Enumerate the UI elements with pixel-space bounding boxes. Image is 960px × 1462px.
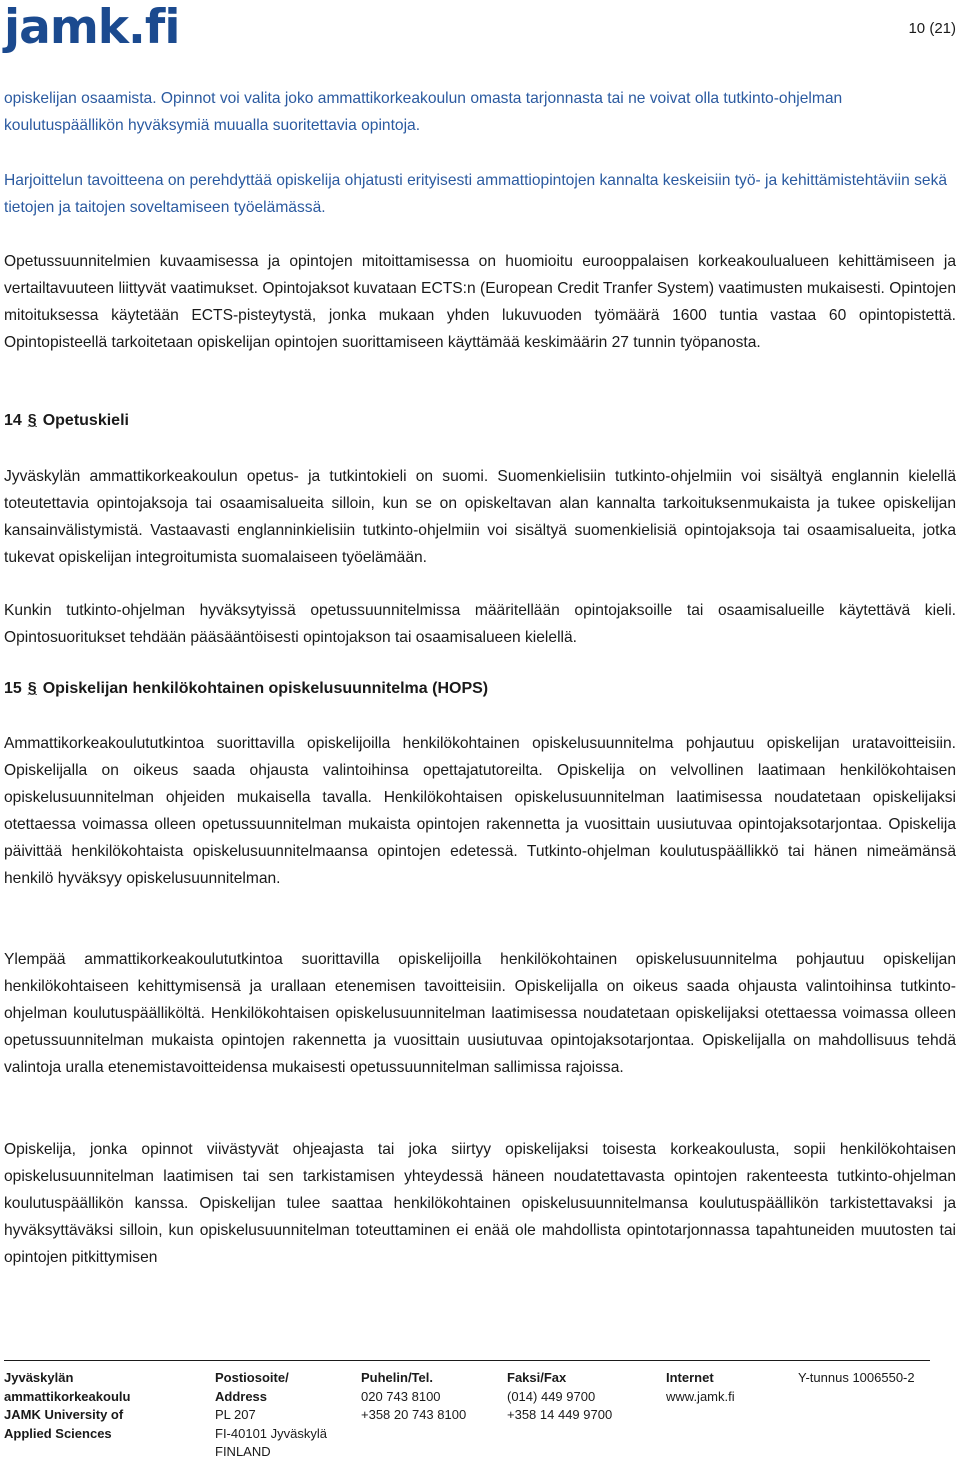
footer-text: Applied Sciences [4,1425,112,1441]
footer-column-internet [666,1369,735,1406]
section-14-number: 14 [4,412,22,429]
footer-column-business-id [798,1369,915,1388]
section-14-heading [4,412,129,430]
paragraph-8: Opiskelija, jonka opinnot viivästyvät ohjeajasta tai joka siirtyy opiskelijaksi toisesta korkeakoulusta, sopii henkilökohtaisen opiskelusuunnitelman laatimisen tai sen tarkistamisen yhteydessä häneen noudatettavasta opintojen rakenteesta tutkinto-ohjelman koulutuspäällikön kanssa. Opiskelijan tulee saattaa henkilökohtainen opiskelusuunnitelmansa koulutuspäällikön tarkistettavaksi ja hyväksyttäväksi silloin, kun opiskelusuunnitelman toteuttaminen ei enää ole mahdollista opintotarjonnassa tapahtuneiden muutosten tai opintojen pitkittymisen [4,1141,956,1266]
footer-text: JAMK University of [4,1407,124,1422]
footer-column-address [215,1369,327,1462]
footer-text: +358 20 743 8100 [361,1407,467,1422]
paragraph-7: Ylempää ammattikorkeakoulututkintoa suorittavilla opiskelijoilla henkilökohtainen opiskelusuunnitelma pohjautuu opiskelijan henkilökohtaiseen kehittymisensä ja urallaan etenemisen tavoitteisiin. Opiskelijalla on oikeus saada ohjausta valintoihinsa tutkinto-ohjelman koulutuspäälliköltä. Henkilökohtaisen opiskelusuunnitelman laatimisessa noudatetaan opiskelijaksi otettaessa voimassa olleen opetussuunnitelman mukaista opintojen rakennetta ja vuosittain uusiutuvaa opintojaksotarjontaa. Opiskelijalla on mahdollisuus tehdä valintoja uralla etenemistavoitteidensa mukaisesti opetussuunnitelman sallimissa rajoissa. [4,951,956,1076]
section-15-heading [4,680,488,698]
section-14-title: Opetuskieli [42,412,129,429]
section-sign: § [27,680,37,697]
footer-column-fax [507,1369,612,1425]
footer-text: FI-40101 Jyväskylä [215,1425,327,1441]
paragraph-1: opiskelijan osaamista. Opinnot voi valita joko ammattikorkeakoulun omasta tarjonnasta tai ne voivat olla tutkinto-ohjelman koulutuspäällikön hyväksymiä muualla suoritettavia opintoja. [4,90,843,134]
footer-text: Jyväskylän [4,1370,74,1385]
footer-divider [4,1360,930,1361]
paragraph-3: Opetussuunnitelmien kuvaamisessa ja opintojen mitoittamisessa on huomioitu eurooppalaisen korkeakoulualueen kehittämiseen ja vertailtavuuteen liittyvät vaatimukset. Opintojaksot kuvataan ECTS:n (European Credit Tranfer System) vaatimusten mukaisesti. Opintojen mitoituksessa käytetään ECTS-pisteytystä, jonka mukaan yhden lukuvuoden työmäärä 1600 tuntia vastaa 60 opintopistettä. Opintopisteellä tarkoitetaan opiskelijan opintojen suorittamiseen käyttämää keskimäärin 27 tunnin työpanosta. [4,253,956,351]
footer-text: FINLAND [215,1444,271,1459]
footer-text: Puhelin/Tel. [361,1370,433,1385]
section-15-title: Opiskelijan henkilökohtainen opiskelusuunnitelma (HOPS) [42,680,489,697]
footer-column-phone [361,1369,466,1425]
footer-link-website[interactable]: www.jamk.fi [666,1388,735,1404]
footer-text: +358 14 449 9700 [507,1407,613,1422]
paragraph-2: Harjoittelun tavoitteena on perehdyttää opiskelija ohjatusti erityisesti ammattiopintojen kannalta keskeisiin työ- ja kehittämistehtäviin sekä tietojen ja taitojen soveltamiseen työelämässä. [4,172,948,216]
footer-text: Address [215,1388,268,1404]
footer-text: Y-tunnus 1006550-2 [798,1370,915,1385]
footer-text: PL 207 [215,1407,256,1422]
page-number: 10 (21) [908,20,956,37]
jamk-logo: jamk.fi [4,0,180,55]
section-sign: § [27,412,37,429]
section-15-number: 15 [4,680,22,697]
footer-text: ammattikorkeakoulu [4,1388,131,1404]
paragraph-5: Kunkin tutkinto-ohjelman hyväksytyissä opetussuunnitelmissa määritellään opintojaksoille tai osaamisalueille käytettävä kieli. Opintosuoritukset tehdään pääsääntöisesti opintojakson tai osaamisalueen kielellä. [4,602,956,646]
footer-column-organization [4,1369,130,1443]
footer-text: Internet [666,1370,714,1385]
paragraph-6: Ammattikorkeakoulututkintoa suorittavilla opiskelijoilla henkilökohtainen opiskelusuunnitelma pohjautuu opiskelijan uratavoitteisiin. Opiskelijalla on oikeus saada ohjausta valintoihinsa opettajatutoreilta. Opiskelija on velvollinen laatimaan henkilökohtaisen opiskelusuunnitelman ohjeiden mukaisella tavalla. Henkilökohtaisen opiskelusuunnitelman laatimisessa noudatetaan opiskelijaksi otettaessa voimassa olleen opetussuunnitelman mukaista opintojen rakennetta ja vuosittain uusiutuvaa opintojaksotarjontaa. Opiskelija päivittää henkilökohtaista opiskelusuunnitelmaansa opintojen edetessä. Tutkinto-ohjelman koulutuspäällikkö tai hänen nimeämänsä henkilö hyväksyy opiskelusuunnitelman. [4,735,956,887]
footer-text: Postiosoite/ [215,1370,289,1385]
footer-text: 020 743 8100 [361,1388,441,1404]
footer-text: Faksi/Fax [507,1370,567,1385]
footer-text: (014) 449 9700 [507,1388,596,1404]
paragraph-4: Jyväskylän ammattikorkeakoulun opetus- ja tutkintokieli on suomi. Suomenkielisiin tutkinto-ohjelmiin voi sisältyä englannin kielellä toteutettavia opintojaksoja tai osaamisalueita silloin, kun se on opiskeltavan alan kannalta tarkoituksenmukaista ja tukee opiskelijan kansainvälistymistä. Vastaavasti englanninkielisiin tutkinto-ohjelmiin voi sisältyä suomenkielisiä opintojaksoja tai osaamisalueita, jotka tukevat opiskelijan integroitumista suomalaiseen työelämään. [4,468,956,566]
